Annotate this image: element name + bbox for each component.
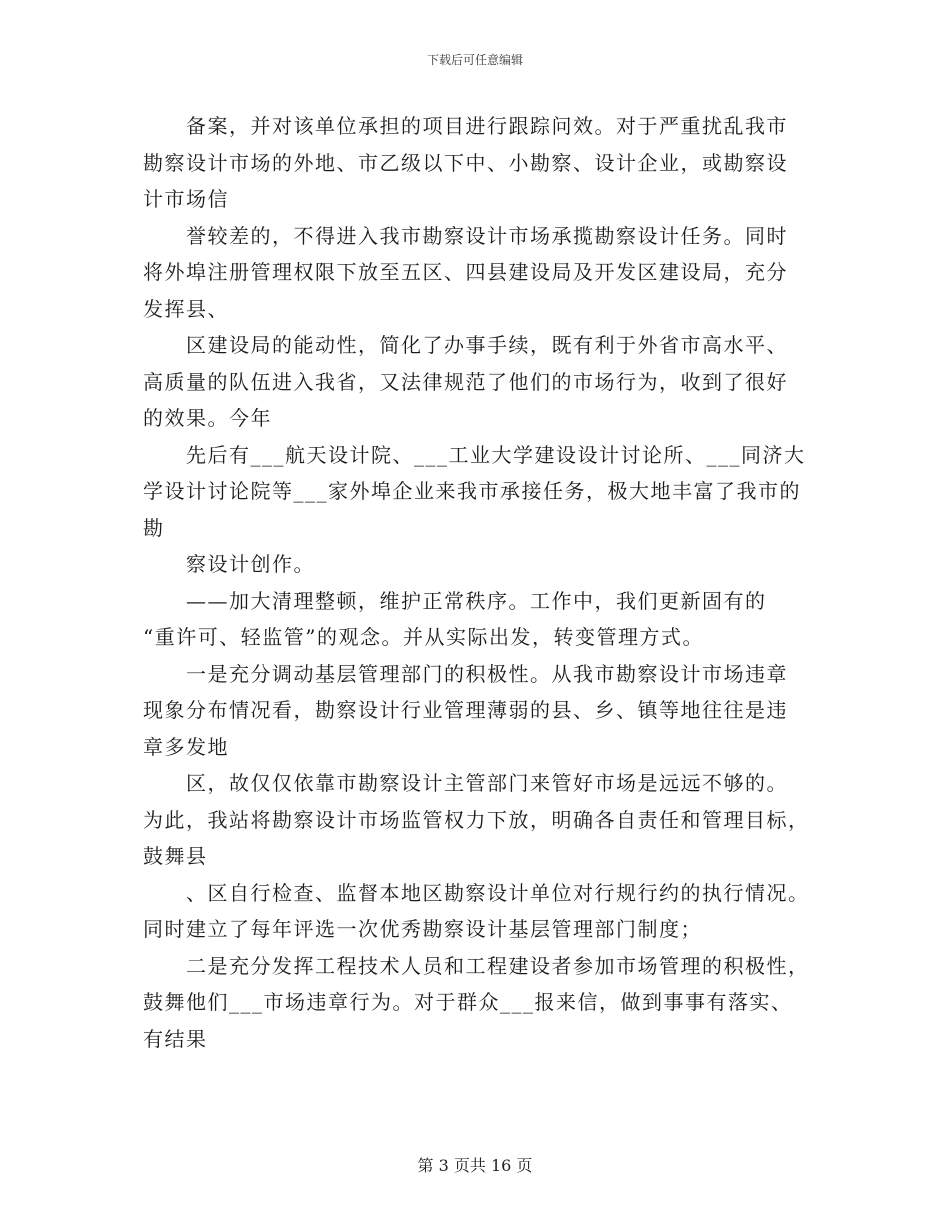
text-line: 同时建立了每年评选一次优秀勘察设计基层管理部门制度；: [143, 917, 702, 941]
text-line: “重许可、轻监管”的观念。并从实际出发，转变管理方式。: [143, 625, 704, 649]
text-line: 章多发地: [143, 734, 229, 759]
page-header: 下载后可任意编辑: [426, 53, 523, 67]
text-line: 发挥县、: [143, 296, 229, 321]
text-line: 现象分布情况看，勘察设计行业管理薄弱的县、乡、镇等地往往是违: [143, 698, 788, 722]
page-number: 第 3 页共 16 页: [417, 1156, 533, 1175]
text-line: 高质量的队伍进入我省，又法律规范了他们的市场行为，收到了很好: [143, 369, 788, 394]
text-line: 二是充分发挥工程技术人员和工程建设者参加市场管理的积极性，: [186, 953, 810, 978]
text-line: 誉较差的，不得进入我市勘察设计市场承揽勘察设计任务。同时: [186, 223, 788, 248]
text-line: ——加大清理整顿，维护正常秩序。工作中，我们更新固有的: [186, 588, 767, 613]
text-line: 备案，并对该单位承担的项目进行跟踪问效。对于严重扰乱我市: [186, 114, 788, 138]
text-line: 一是充分调动基层管理部门的积极性。从我市勘察设计市场违章: [186, 661, 788, 686]
document-body: [143, 108, 813, 1057]
text-line: 鼓舞县: [143, 844, 208, 868]
text-line: 的效果。今年: [143, 406, 272, 430]
text-line: 察设计创作。: [186, 552, 315, 576]
text-line: 为此，我站将勘察设计市场监管权力下放，明确各自责任和管理目标，: [143, 807, 810, 832]
text-line: 、区自行检查、监督本地区勘察设计单位对行规行约的执行情况。: [186, 880, 810, 905]
text-line: 先后有___航天设计院、___工业大学建设设计讨论所、___同济大: [186, 442, 806, 467]
text-line: 将外埠注册管理权限下放至五区、四县建设局及开发区建设局，充分: [143, 260, 788, 284]
text-line: 勘: [143, 515, 165, 540]
text-line: 学设计讨论院等___家外埠企业来我市承接任务，极大地丰富了我市的: [143, 479, 801, 503]
text-line: 区建设局的能动性，简化了办事手续，既有利于外省市高水平、: [186, 333, 788, 357]
text-line: 有结果: [143, 1026, 208, 1051]
text-line: 计市场信: [143, 187, 229, 211]
text-line: 区，故仅仅依靠市勘察设计主管部门来管好市场是远远不够的。: [186, 771, 788, 795]
text-line: 勘察设计市场的外地、市乙级以下中、小勘察、设计企业，或勘察设: [143, 150, 788, 175]
text-line: 鼓舞他们___市场违章行为。对于群众___报来信，做到事事有落实、: [143, 990, 793, 1014]
